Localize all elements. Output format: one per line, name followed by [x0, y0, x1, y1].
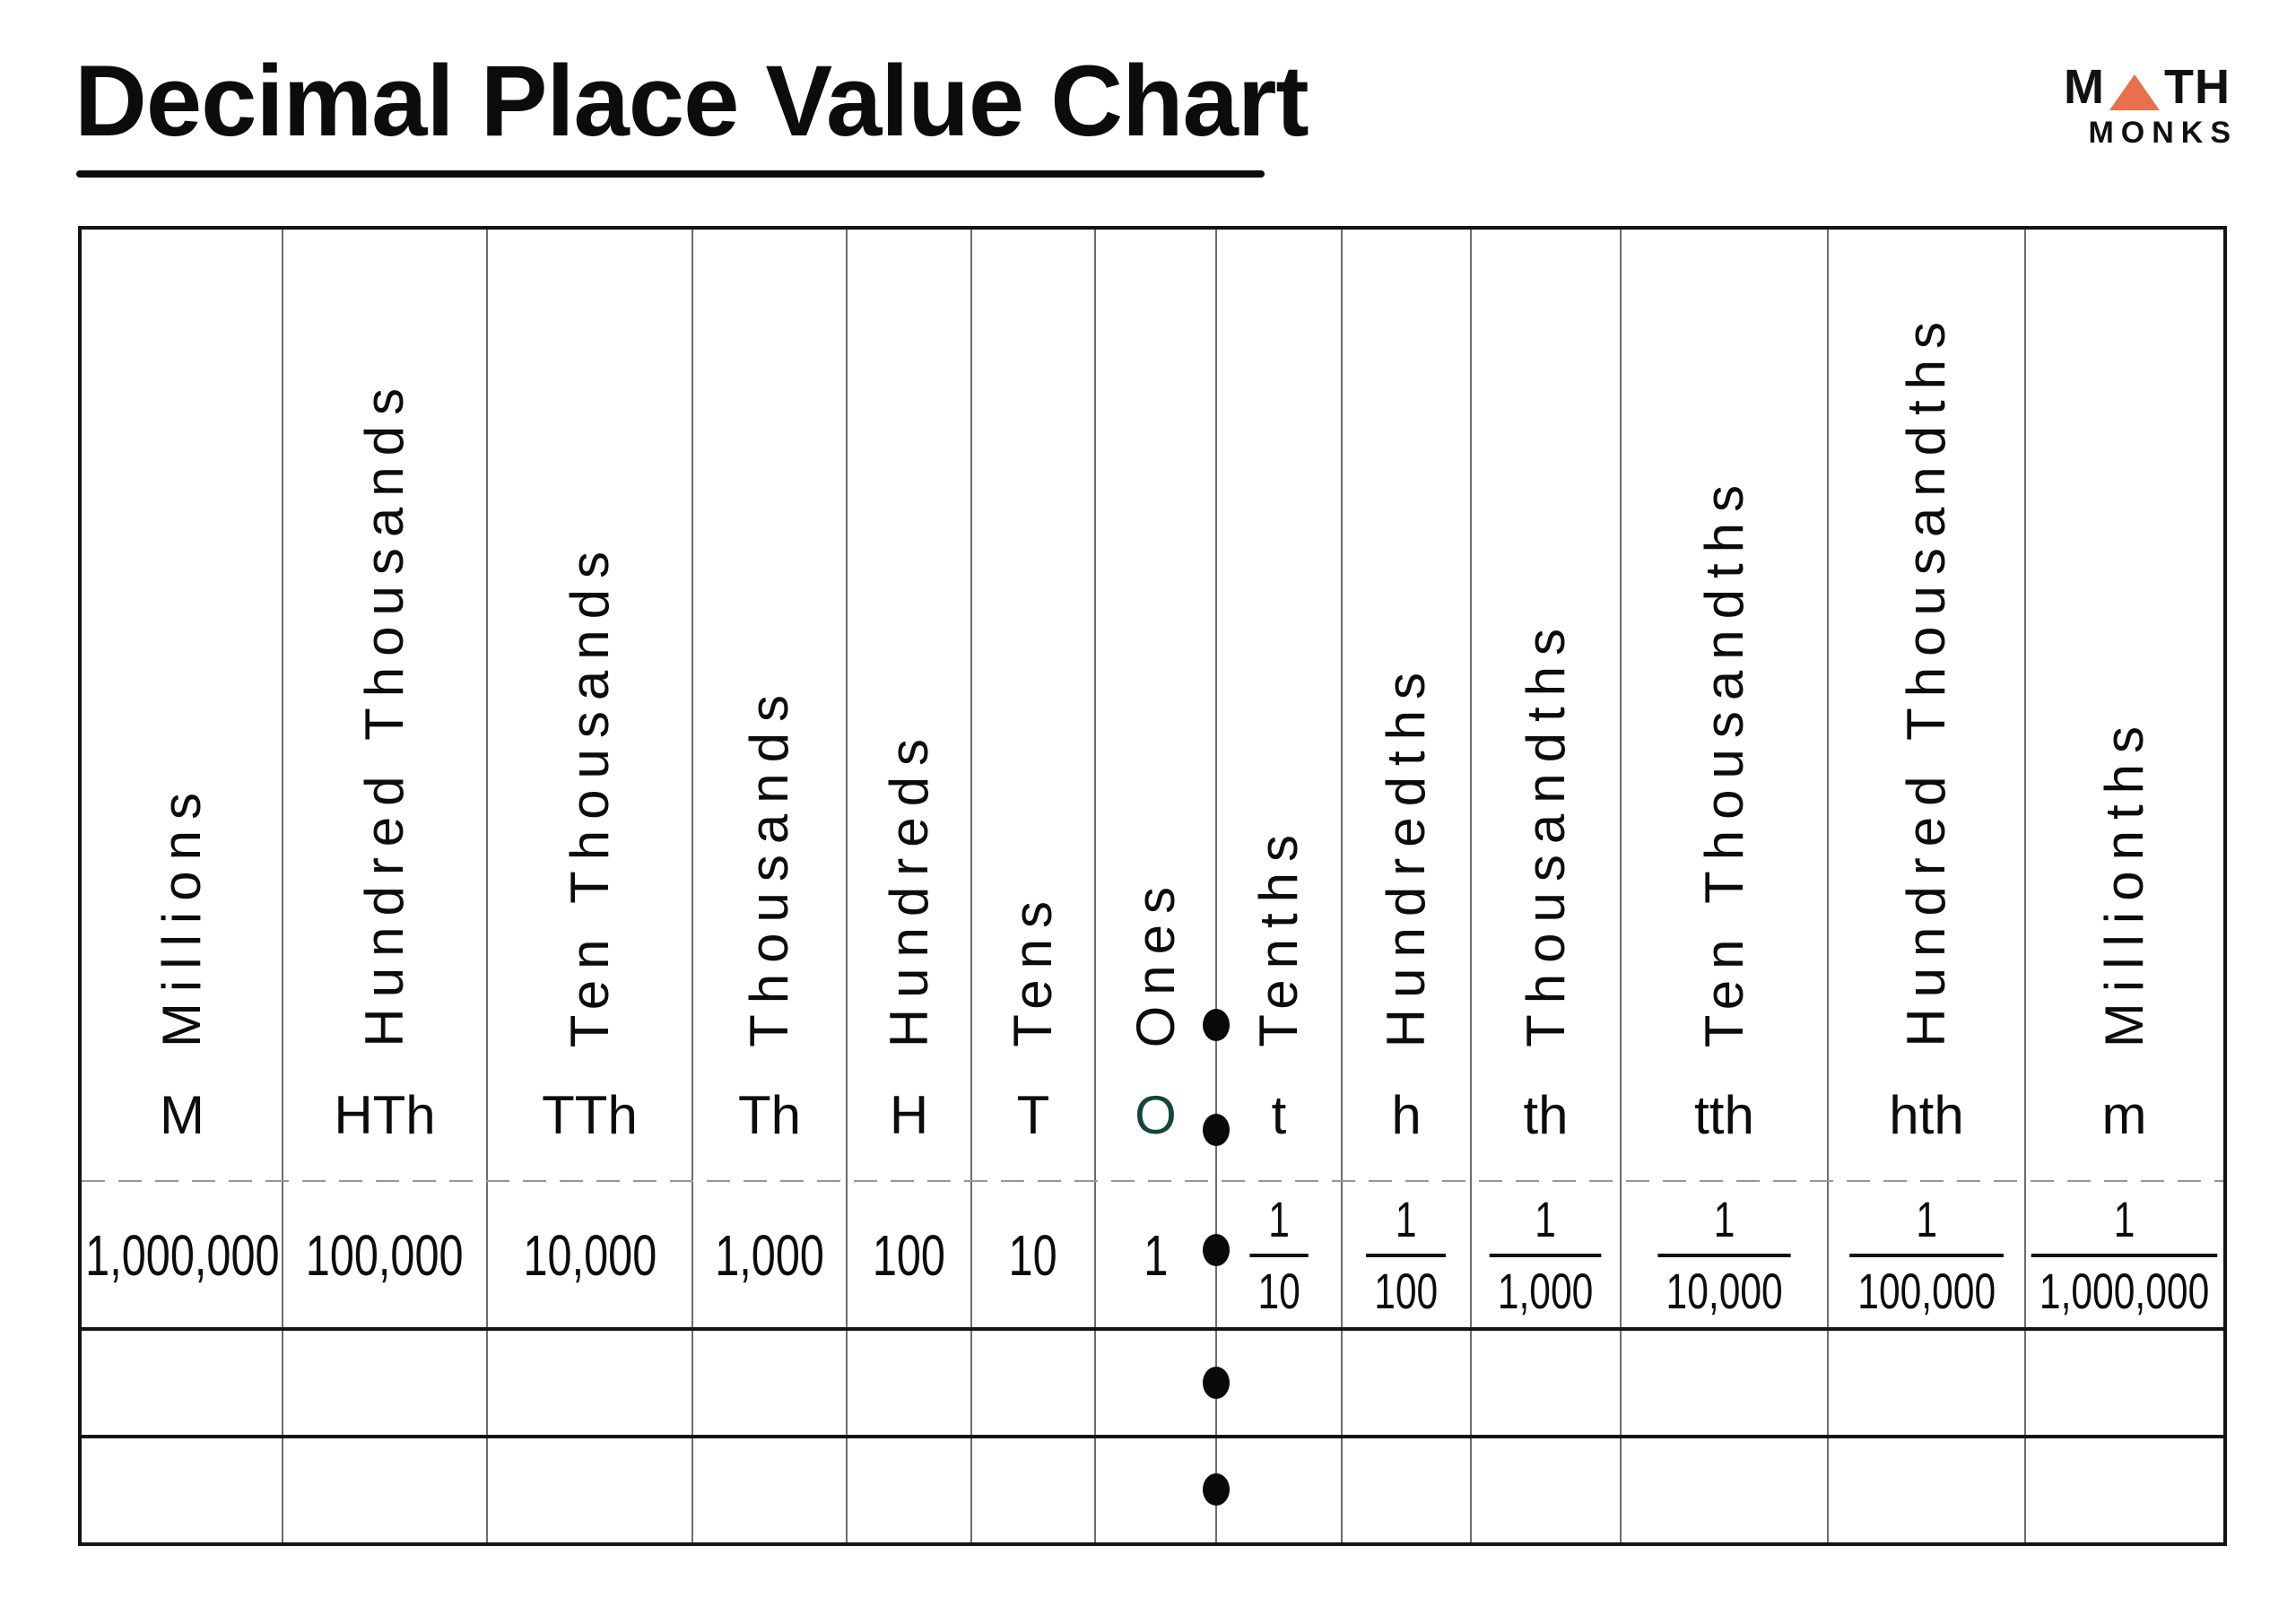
row-separator-line — [82, 1327, 2223, 1331]
empty-cell-millionths-row1 — [2025, 1329, 2223, 1437]
decimal-point-dot — [1203, 1009, 1230, 1041]
column-divider-line — [1215, 230, 1217, 1542]
abbr-box-hundred-thousandths — [1889, 1047, 1963, 1182]
value-cell-ten-thousands — [487, 1182, 692, 1329]
column-divider-line — [1341, 230, 1343, 1542]
abbr-box-ten-thousands — [542, 1047, 638, 1182]
place-abbr-millionths: m — [2101, 1084, 2147, 1145]
empty-cell-hundreds-row2 — [847, 1437, 971, 1542]
column-divider-line — [1470, 230, 1472, 1542]
place-value-millions: 1,000,000 — [84, 1223, 280, 1288]
place-abbr-thousandths: th — [1523, 1084, 1569, 1145]
place-abbr-hundreds: H — [889, 1084, 929, 1145]
place-value-hundred-thousands: 100,000 — [306, 1223, 464, 1288]
fraction-denominator: 1,000 — [1490, 1254, 1602, 1316]
header-cell-tenths — [1216, 230, 1342, 1182]
place-abbr-ten-thousands: TTh — [542, 1084, 638, 1145]
column-divider-line — [970, 230, 972, 1542]
fraction-value-tenths — [1249, 1191, 1309, 1319]
header-cell-thousands — [692, 230, 847, 1182]
header-cell-hundredths — [1342, 230, 1471, 1182]
abbr-box-tens — [1017, 1047, 1050, 1182]
header-cell-tens — [971, 230, 1095, 1182]
column-divider-line — [1620, 230, 1622, 1542]
empty-cell-millionths-row2 — [2025, 1437, 2223, 1542]
empty-cell-ones-row2 — [1095, 1437, 1216, 1542]
place-label-ones: Ones — [1125, 875, 1186, 1047]
place-value-hundreds: 100 — [872, 1223, 946, 1288]
empty-cell-thousands-row1 — [692, 1329, 847, 1437]
place-value-ones: 1 — [1143, 1223, 1169, 1288]
header-cell-ten-thousandths — [1621, 230, 1828, 1182]
abbr-box-ones — [1135, 1047, 1177, 1182]
empty-cell-tens-row2 — [971, 1437, 1095, 1542]
value-cell-ones — [1095, 1182, 1216, 1329]
empty-cell-ten-thousandths-row2 — [1621, 1437, 1828, 1542]
empty-cell-ten-thousands-row2 — [487, 1437, 692, 1542]
place-abbr-tens: T — [1016, 1084, 1050, 1145]
empty-cell-hundredths-row2 — [1342, 1437, 1471, 1542]
place-label-thousands: Thousands — [739, 684, 799, 1047]
decimal-point-dot — [1203, 1367, 1230, 1399]
abbr-box-millionths — [2102, 1047, 2147, 1182]
empty-cell-tenths-row2 — [1216, 1437, 1342, 1542]
empty-cell-hundred-thousandths-row1 — [1828, 1329, 2025, 1437]
header-cell-ones — [1095, 230, 1216, 1182]
decimal-point-dot — [1203, 1234, 1230, 1266]
empty-cell-thousandths-row2 — [1471, 1437, 1621, 1542]
fraction-value-thousandths — [1490, 1191, 1602, 1319]
place-label-hundred-thousandths: Hundred Thousandths — [1896, 311, 1956, 1047]
decimal-point-dot — [1203, 1114, 1230, 1146]
fraction-denominator: 10 — [1249, 1254, 1309, 1316]
place-label-tens: Tens — [1003, 890, 1063, 1047]
value-cell-tens — [971, 1182, 1095, 1329]
place-label-hundredths: Hundredths — [1376, 661, 1436, 1047]
value-cell-millionths — [2025, 1182, 2223, 1329]
logo-triangle-icon — [2109, 74, 2160, 110]
fraction-denominator: 100,000 — [1849, 1254, 2004, 1316]
column-divider-line — [486, 230, 488, 1542]
place-abbr-tenths: t — [1271, 1084, 1287, 1145]
column-divider-line — [1827, 230, 1829, 1542]
column-divider-line — [691, 230, 693, 1542]
place-value-thousands: 1,000 — [715, 1223, 824, 1288]
place-abbr-millions: M — [160, 1084, 204, 1145]
fraction-numerator: 1 — [1713, 1191, 1735, 1247]
logo-letter-m: M — [2064, 60, 2106, 114]
value-cell-millions — [82, 1182, 283, 1329]
place-abbr-hundred-thousands: HTh — [334, 1084, 436, 1145]
empty-cell-hundred-thousands-row2 — [283, 1437, 487, 1542]
value-cell-thousands — [692, 1182, 847, 1329]
place-label-ten-thousands: Ten Thousands — [559, 540, 620, 1047]
header-values-dashed-line — [82, 1180, 2223, 1182]
column-divider-line — [846, 230, 848, 1542]
fraction-denominator: 10,000 — [1657, 1254, 1790, 1316]
abbr-box-tenths — [1272, 1047, 1287, 1182]
fraction-numerator: 1 — [1396, 1191, 1417, 1247]
place-label-millions: Millions — [152, 781, 212, 1047]
empty-cell-ones-row1 — [1095, 1329, 1216, 1437]
column-divider-line — [1094, 230, 1096, 1542]
value-cell-hundred-thousandths — [1828, 1182, 2025, 1329]
abbr-box-millions — [160, 1047, 204, 1182]
fraction-denominator: 1,000,000 — [2031, 1254, 2218, 1316]
abbr-box-thousandths — [1523, 1047, 1568, 1182]
value-cell-hundreds — [847, 1182, 971, 1329]
logo-top-row — [2064, 60, 2231, 114]
title-underline — [76, 170, 1265, 178]
header-cell-millionths — [2025, 230, 2223, 1182]
place-label-hundred-thousands: Hundred Thousands — [354, 378, 414, 1047]
value-cell-tenths — [1216, 1182, 1342, 1329]
logo-monks-text: MONKS — [2088, 116, 2238, 150]
decimal-point-dot — [1203, 1473, 1230, 1506]
fraction-numerator: 1 — [2113, 1191, 2135, 1247]
header-cell-thousandths — [1471, 230, 1621, 1182]
place-abbr-ten-thousandths: tth — [1694, 1084, 1754, 1145]
place-value-tens: 10 — [1008, 1223, 1058, 1288]
value-cell-ten-thousandths — [1621, 1182, 1828, 1329]
empty-cell-millions-row2 — [82, 1437, 283, 1542]
page-title: Decimal Place Value Chart — [74, 45, 1309, 157]
math-monks-logo — [2064, 60, 2238, 150]
abbr-box-hundreds — [890, 1047, 928, 1182]
fraction-value-millionths — [2031, 1191, 2218, 1319]
empty-cell-tenths-row1 — [1216, 1329, 1342, 1437]
place-value-table — [78, 226, 2227, 1546]
column-divider-line — [2024, 230, 2026, 1542]
empty-cell-thousandths-row1 — [1471, 1329, 1621, 1437]
place-abbr-hundred-thousandths: hth — [1889, 1084, 1964, 1145]
fraction-value-hundredths — [1366, 1191, 1446, 1319]
place-label-hundreds: Hundreds — [878, 727, 939, 1047]
empty-cell-hundredths-row1 — [1342, 1329, 1471, 1437]
header-cell-ten-thousands — [487, 230, 692, 1182]
fraction-numerator: 1 — [1535, 1191, 1557, 1247]
abbr-box-ten-thousandths — [1694, 1047, 1754, 1182]
empty-cell-thousands-row2 — [692, 1437, 847, 1542]
place-label-thousandths: Thousandths — [1515, 618, 1576, 1047]
place-label-tenths: Tenths — [1248, 824, 1309, 1047]
empty-cell-hundred-thousands-row1 — [283, 1329, 487, 1437]
fraction-denominator: 100 — [1366, 1254, 1446, 1316]
empty-cell-ten-thousands-row1 — [487, 1329, 692, 1437]
value-cell-hundred-thousands — [283, 1182, 487, 1329]
header-cell-hundred-thousandths — [1828, 230, 2025, 1182]
place-label-ten-thousandths: Ten Thousandths — [1693, 473, 1754, 1047]
empty-cell-tens-row1 — [971, 1329, 1095, 1437]
fraction-numerator: 1 — [1916, 1191, 1937, 1247]
abbr-box-hundred-thousands — [334, 1047, 435, 1182]
place-value-ten-thousands: 10,000 — [523, 1223, 657, 1288]
abbr-box-thousands — [738, 1047, 801, 1182]
empty-cell-ten-thousandths-row1 — [1621, 1329, 1828, 1437]
row-separator-line — [82, 1435, 2223, 1438]
abbr-box-hundredths — [1391, 1047, 1421, 1182]
fraction-numerator: 1 — [1268, 1191, 1290, 1247]
empty-cell-hundred-thousandths-row2 — [1828, 1437, 2025, 1542]
place-label-millionths: Millionths — [2093, 715, 2154, 1047]
header-cell-millions — [82, 230, 283, 1182]
fraction-value-ten-thousandths — [1657, 1191, 1790, 1319]
empty-cell-hundreds-row1 — [847, 1329, 971, 1437]
logo-letters-th: TH — [2164, 60, 2231, 114]
place-abbr-hundredths: h — [1391, 1084, 1422, 1145]
header-cell-hundred-thousands — [283, 230, 487, 1182]
place-abbr-ones: O — [1135, 1084, 1177, 1145]
empty-cell-millions-row1 — [82, 1329, 283, 1437]
fraction-value-hundred-thousandths — [1849, 1191, 2004, 1319]
column-divider-line — [282, 230, 283, 1542]
header-cell-hundreds — [847, 230, 971, 1182]
place-abbr-thousands: Th — [737, 1084, 802, 1145]
value-cell-hundredths — [1342, 1182, 1471, 1329]
value-cell-thousandths — [1471, 1182, 1621, 1329]
